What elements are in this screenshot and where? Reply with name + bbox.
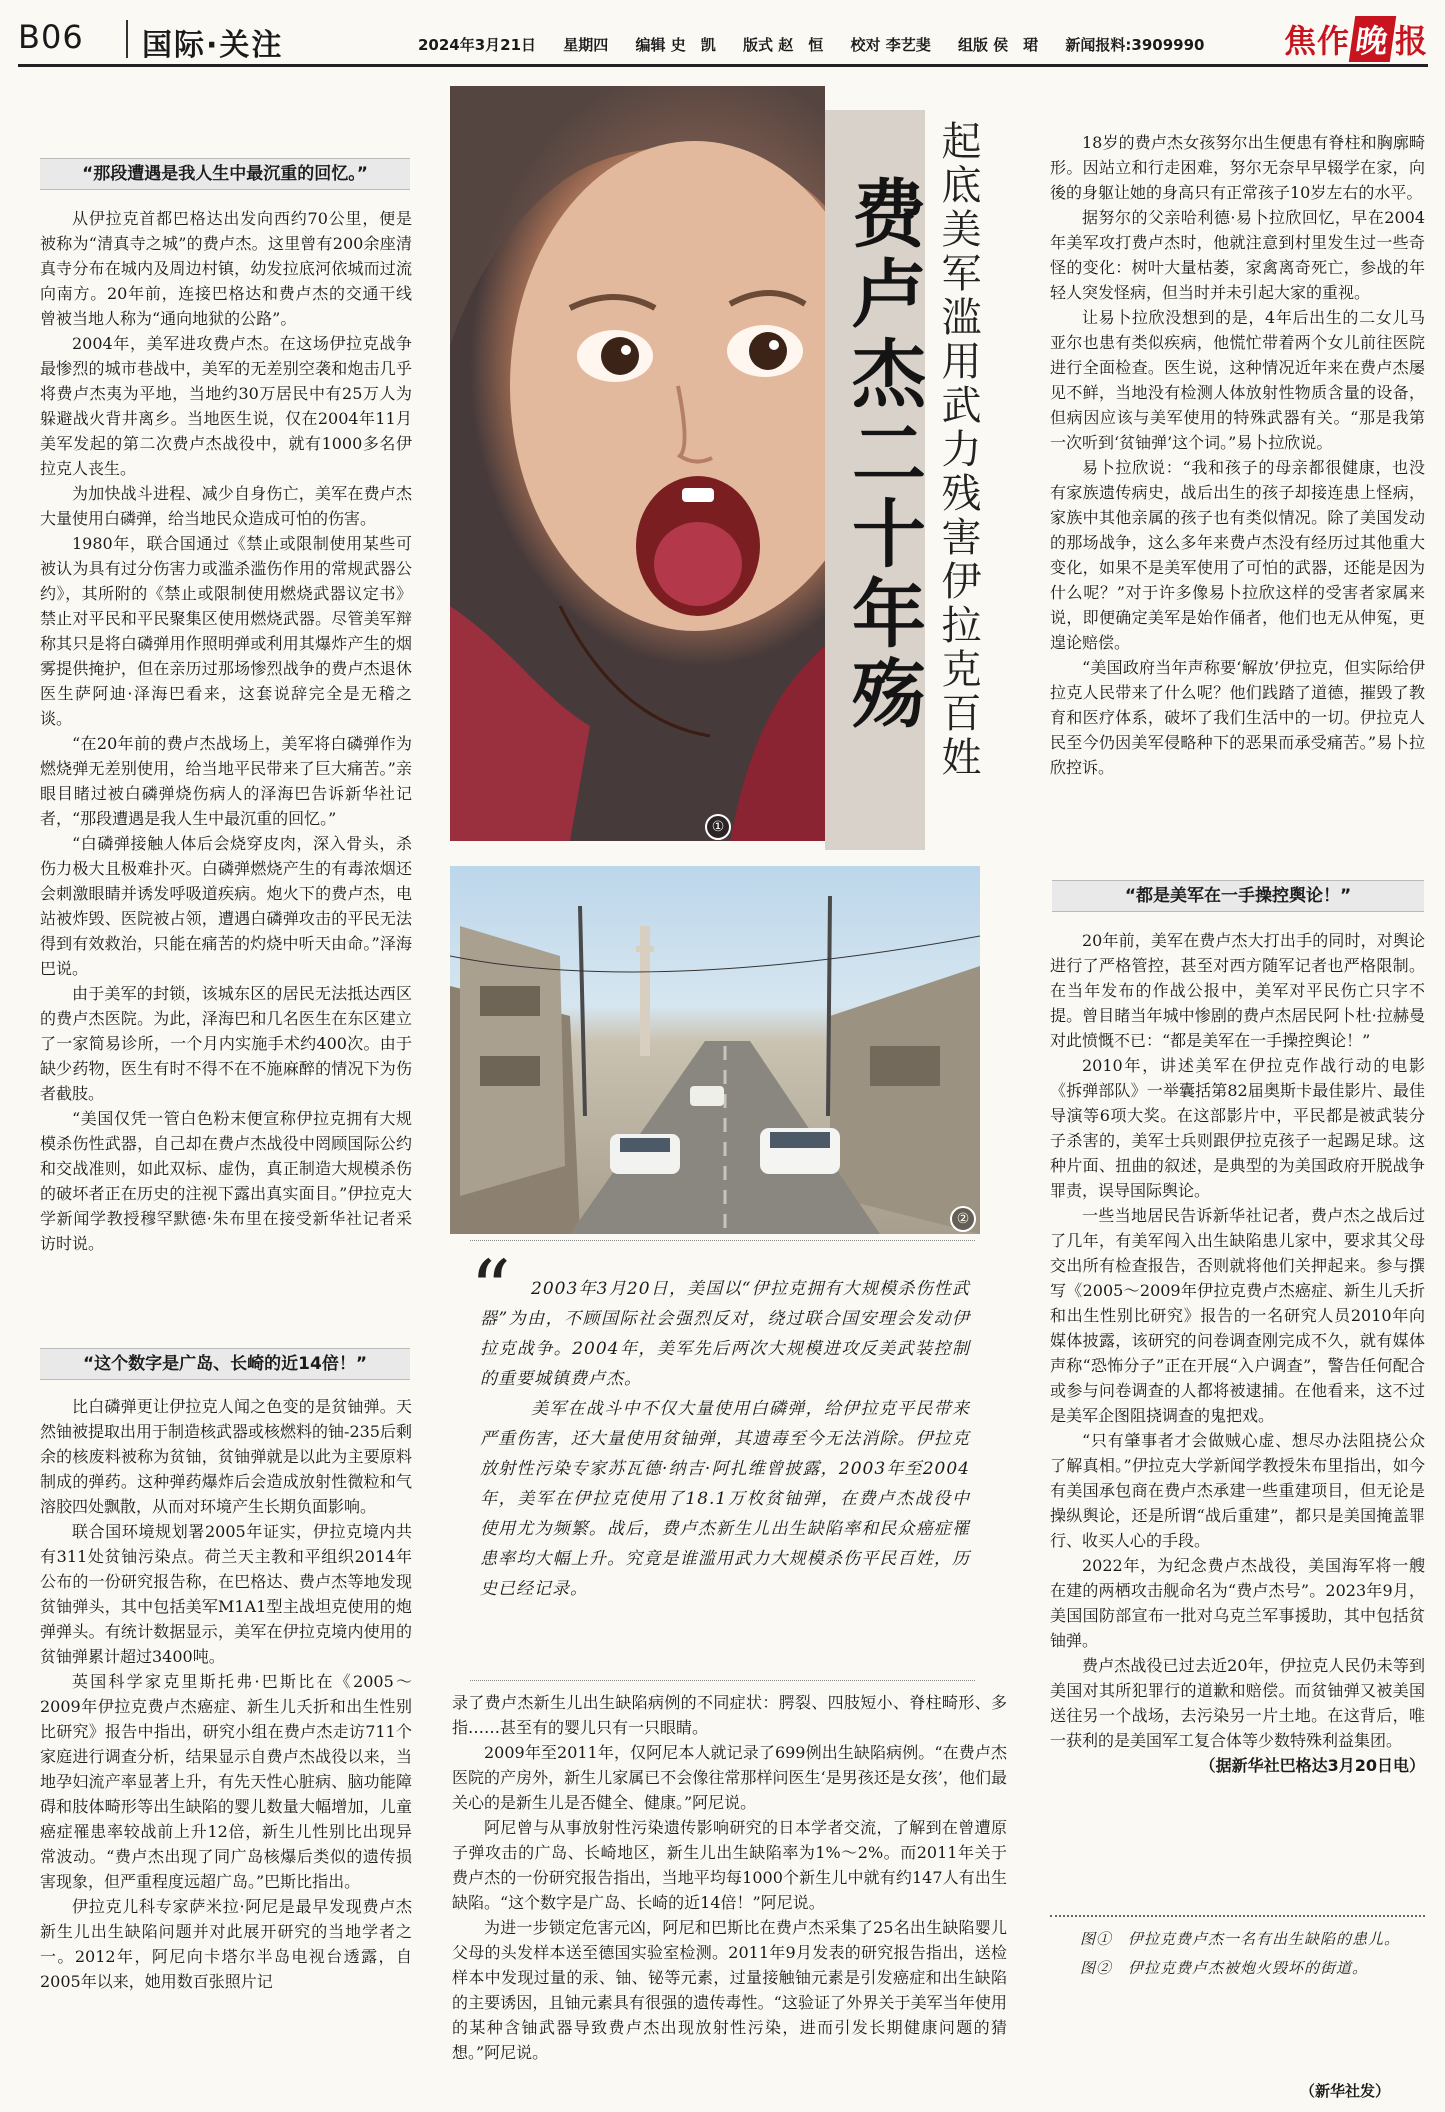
compose-credit: 组版 侯 珺 <box>957 36 1039 54</box>
quote-rule-bottom <box>470 1680 975 1681</box>
paragraph: 比白磷弹更让伊拉克人闻之色变的是贫铀弹。天然铀被提取出用于制造核武器或核燃料的铀-235后剩余的核废料被称为贫铀，贫铀弹就是以此为主要原料制成的弹药。这种弹药爆炸后会造成放射性微粒和气溶胶四处飘散，从而对环境产生长期负面影响。 <box>40 1397 412 1516</box>
quote-mark-icon: “ <box>470 1243 511 1336</box>
main-headline: 费卢杰二十年殇 <box>840 175 926 735</box>
right-column-section-1 <box>1050 130 1425 780</box>
sub-headline: 起底美军滥用武力残害伊拉克百姓 <box>935 120 981 780</box>
caption: 图① 伊拉克费卢杰一名有出生缺陷的患儿。 <box>1080 1930 1401 1948</box>
paragraph: 2004年，美军进攻费卢杰。在这场伊拉克战争最惨烈的城市巷战中，美军的无差别空袭和炮击几乎将费卢杰夷为平地，当地约30万居民中有25万人为躲避战火背井离乡。当地医生说，仅在2004年11月美军发起的第二次费卢杰战役中，就有1000多名伊拉克人丧生。 <box>40 334 412 478</box>
photo-number: ② <box>950 1206 976 1232</box>
subheading-1: “那段遭遇是我人生中最沉重的回忆。” <box>40 158 410 190</box>
caption: 图② 伊拉克费卢杰被炮火毁坏的街道。 <box>1080 1959 1369 1977</box>
photo-street-illustration <box>450 866 980 1234</box>
editor-note-box <box>470 1243 975 1678</box>
subheading-3: “都是美军在一手操控舆论！” <box>1052 880 1424 912</box>
photo-street <box>450 866 980 1234</box>
paragraph: 1980年，联合国通过《禁止或限制使用某些可被认为具有过分伤害力或滥杀滥伤作用的常规武器公约》，其所附的《禁止或限制使用燃烧武器议定书》禁止对平民和平民聚集区使用燃烧武器。尽管美军辩称其只是将白磷弹用作照明弹或利用其爆炸产生的烟雾提供掩护，但在亲历过那场惨烈战争的费卢杰退休医生萨阿迪·泽海巴看来，这套说辞完全是无稽之谈。 <box>40 534 412 728</box>
photo-captions <box>1050 1925 1425 1983</box>
dateline-signature: （据新华社巴格达3月20日电） <box>1199 1756 1425 1775</box>
newspaper-logo <box>1284 16 1428 62</box>
caption-divider <box>1050 1915 1425 1917</box>
paragraph: 据努尔的父亲哈利德·易卜拉欣回忆，早在2004年美军攻打费卢杰时，他就注意到村里发生过一些奇怪的变化：树叶大量枯萎，家禽离奇死亡，参战的年轻人突发怪病，但当时并未引起大家的重视。 <box>1050 208 1425 302</box>
paragraph: “在20年前的费卢杰战场上，美军将白磷弹作为燃烧弹无差别使用，给当地平民带来了巨大痛苦。”亲眼目睹过被白磷弹烧伤病人的泽海巴告诉新华社记者，“那段遭遇是我人生中最沉重的回忆。” <box>40 734 412 828</box>
paragraph: 一些当地居民告诉新华社记者，费卢杰之战后过了几年，有美军闯入出生缺陷患儿家中，要求其父母交出所有检查报告，否则就将他们关押起来。参与撰写《2005～2009年伊拉克费卢杰癌症、新生儿夭折和出生性别比研究》报告的一名研究人员2010年向媒体披露，该研究的问卷调查刚完成不久，就有媒体声称“恐怖分子”正在开展“入户调查”，警告任何配合或参与问卷调查的人都将被逮捕。在他看来，这不过是美军企图阻挠调查的鬼把戏。 <box>1050 1206 1425 1425</box>
paragraph: “白磷弹接触人体后会烧穿皮肉，深入骨头，杀伤力极大且极难扑灭。白磷弹燃烧产生的有毒浓烟还会刺激眼睛并诱发呼吸道疾病。炮火下的费卢杰，电站被炸毁、医院被占领，遭遇白磷弹攻击的平民无法得到有效救治，只能在痛苦的灼烧中听天由命。”泽海巴说。 <box>40 834 412 978</box>
news-hotline: 新闻报料:3909990 <box>1065 36 1205 54</box>
paragraph: 阿尼曾与从事放射性污染遗传影响研究的日本学者交流，了解到在曾遭原子弹攻击的广岛、长崎地区，新生儿出生缺陷率为1%～2%。而2011年关于费卢杰的一份研究报告指出，当地平均每1000个新生儿中就有约147人有出生缺陷。“这个数字是广岛、长崎的近14倍！”阿尼说。 <box>452 1818 1007 1912</box>
paragraph: 由于美军的封锁，该城东区的居民无法抵达西区的费卢杰医院。为此，泽海巴和几名医生在东区建立了一家简易诊所，一个月内实施手术约400次。由于缺少药物，医生有时不得不在不施麻醉的情况下为伤者截肢。 <box>40 984 412 1103</box>
paragraph: 2010年，讲述美军在伊拉克作战行动的电影《拆弹部队》一举囊括第82届奥斯卡最佳影片、最佳导演等6项大奖。在这部影片中，平民都是被武装分子杀害的，美军士兵则跟伊拉克孩子一起踢足球。这种片面、扭曲的叙述，是典型的为美国政府开脱战争罪责，误导国际舆论。 <box>1050 1056 1425 1200</box>
paragraph: 易卜拉欣说：“我和孩子的母亲都很健康，也没有家族遗传病史，战后出生的孩子却接连患上怪病，家族中其他亲属的孩子也有类似情况。除了美国发动的那场战争，这么多年来费卢杰没有经历过其他重大变化，如果不是美军使用了可怕的武器，还能是因为什么呢？”对于许多像易卜拉欣这样的受害者家属来说，即便确定美军是始作俑者，他们也无从伸冤，更遑论赔偿。 <box>1050 458 1425 652</box>
paragraph: 为进一步锁定危害元凶，阿尼和巴斯比在费卢杰采集了25名出生缺陷婴儿父母的头发样本送至德国实验室检测。2011年9月发表的研究报告指出，送检样本中发现过量的汞、铀、铋等元素，过量接触铀元素是引发癌症和出生缺陷的主要诱因，且铀元素具有很强的遗传毒性。“这验证了外界关于美军当年使用的某种含铀武器导致费卢杰出现放射性污染，进而引发长期健康问题的猜想。”阿尼说。 <box>452 1918 1007 2062</box>
photo-child-illustration <box>450 86 825 841</box>
photo-number: ① <box>705 814 731 840</box>
logo-text-post: 报 <box>1394 22 1428 60</box>
paragraph: 从伊拉克首都巴格达出发向西约70公里，便是被称为“清真寺之城”的费卢杰。这里曾有200余座清真寺分布在城内及周边村镇，幼发拉底河依城而过流向南方。20年前，连接巴格达和费卢杰的交通干线曾被当地人称为“通向地狱的公路”。 <box>40 209 412 328</box>
proof-credit: 校对 李艺斐 <box>850 36 931 54</box>
section-name: 国际·关注 <box>142 28 284 63</box>
paragraph: 伊拉克儿科专家萨米拉·阿尼是最早发现费卢杰新生儿出生缺陷问题并对此展开研究的当地学者之一。2012年，阿尼向卡塔尔半岛电视台透露，自2005年以来，她用数百张照片记 <box>40 1897 412 1991</box>
paragraph: 美军在战斗中不仅大量使用白磷弹，给伊拉克平民带来严重伤害，还大量使用贫铀弹，其遗毒至今无法消除。伊拉克放射性污染专家苏瓦德·纳吉·阿扎维曾披露，2003年至2004年，美军在伊拉克使用了18.1万枚贫铀弹，在费卢杰战役中使用尤为频繁。战后，费卢杰新生儿出生缺陷率和民众癌症罹患率均大幅上升。究竟是谁滥用武力大规模杀伤平民百姓，历史已经记录。 <box>480 1399 970 1599</box>
logo-text-pre: 焦作 <box>1283 22 1350 60</box>
paragraph: “只有肇事者才会做贼心虚、想尽办法阻挠公众了解真相。”伊拉克大学新闻学教授朱布里指出，如今有美国承包商在费卢杰承建一些重建项目，但无论是操纵舆论，还是所谓“战后重建”，都只是美国掩盖罪行、收买人心的手段。 <box>1050 1431 1425 1550</box>
masthead <box>18 14 1428 67</box>
middle-column <box>452 1690 1007 2065</box>
paragraph: 20年前，美军在费卢杰大打出手的同时，对舆论进行了严格管控，甚至对西方随军记者也严格限制。在当年发布的作战公报中，美军对平民伤亡只字不提。曾目睹当年城中惨剧的费卢杰居民阿卜杜·拉赫曼对此愤慨不已：“都是美军在一手操控舆论！” <box>1050 931 1425 1050</box>
paragraph: 录了费卢杰新生儿出生缺陷病例的不同症状：腭裂、四肢短小、脊柱畸形、多指……甚至有的婴儿只有一只眼睛。 <box>452 1693 1007 1737</box>
paragraph: 2003年3月20日，美国以“伊拉克拥有大规模杀伤性武器”为由，不顾国际社会强烈反对，绕过联合国安理会发动伊拉克战争。2004年，美军先后两次大规模进攻反美武装控制的重要城镇费卢杰。 <box>480 1279 970 1389</box>
photo-child <box>450 86 825 841</box>
left-column-section-1 <box>40 206 412 1256</box>
paragraph: 2022年，为纪念费卢杰战役，美国海军将一艘在建的两栖攻击舰命名为“费卢杰号”。2023年9月，美国国防部宣布一批对乌克兰军事援助，其中包括贫铀弹。 <box>1050 1556 1425 1650</box>
photo-credit: （新华社发） <box>1300 2082 1391 2100</box>
subheading-2: “这个数字是广岛、长崎的近14倍！” <box>40 1348 410 1380</box>
paragraph: “美国仅凭一管白色粉末便宣称伊拉克拥有大规模杀伤性武器，自己却在费卢杰战役中罔顾国际公约和交战准则，如此双标、虚伪，真正制造大规模杀伤的破坏者正在历史的注视下露出真实面目。”伊拉克大学新闻学教授穆罕默德·朱布里在接受新华社记者采访时说。 <box>40 1109 412 1253</box>
paragraph: 联合国环境规划署2005年证实，伊拉克境内共有311处贫铀污染点。荷兰天主教和平组织2014年公布的一份研究报告称，在巴格达、费卢杰等地发现贫铀弹头，其中包括美军M1A1型主战坦克使用的炮弹弹头。有统计数据显示，美军在伊拉克境内使用的贫铀弹累计超过3400吨。 <box>40 1522 412 1666</box>
paragraph: 让易卜拉欣没想到的是，4年后出生的二女儿马亚尔也患有类似疾病，他慌忙带着两个女儿前往医院进行全面检查。医生说，这种情况近年来在费卢杰屡见不鲜，当地没有检测人体放射性物质含量的设备，但病因应该与美军使用的特殊武器有关。“那是我第一次听到‘贫铀弹’这个词。”易卜拉欣说。 <box>1050 308 1425 452</box>
paragraph: 英国科学家克里斯托弗·巴斯比在《2005～2009年伊拉克费卢杰癌症、新生儿夭折和出生性别比研究》报告中指出，研究小组在费卢杰走访711个家庭进行调查分析，结果显示自费卢杰战役以来，当地孕妇流产率显著上升，有先天性心脏病、脑功能障碍和肢体畸形等出生缺陷的婴儿数量大幅增加，儿童癌症罹患率较战前上升12倍，新生儿性别比出现异常波动。“费卢杰出现了同广岛核爆后类似的遗传损害现象，但严重程度远超广岛。”巴斯比指出。 <box>40 1672 412 1891</box>
editor-note-text <box>480 1274 970 1604</box>
editor-credit: 编辑 史 凯 <box>635 36 716 54</box>
paragraph: “美国政府当年声称要‘解放’伊拉克，但实际给伊拉克人民带来了什么呢？他们践踏了道德，摧毁了教育和医疗体系，破坏了我们生活中的一切。伊拉克人民至今仍因美军侵略种下的恶果而承受痛苦。”易卜拉欣控诉。 <box>1050 658 1425 777</box>
masthead-divider <box>126 20 128 58</box>
paragraph: 为加快战斗进程、减少自身伤亡，美军在费卢杰大量使用白磷弹，给当地民众造成可怕的伤害。 <box>40 484 412 528</box>
quote-rule-top <box>470 1240 975 1241</box>
page-code: B06 <box>18 18 84 56</box>
paragraph: 2009年至2011年，仅阿尼本人就记录了699例出生缺陷病例。“在费卢杰医院的产房外，新生儿家属已不会像往常那样问医生‘是男孩还是女孩’，他们最关心的是新生儿是否健全、健康。”阿尼说。 <box>452 1743 1007 1812</box>
logo-text-highlight: 晚 <box>1349 16 1396 62</box>
right-column-section-2 <box>1050 928 1425 1778</box>
paragraph: 费卢杰战役已过去近20年，伊拉克人民仍未等到美国对其所犯罪行的道歉和赔偿。而贫铀弹又被美国送往另一个战场，去污染另一片土地。在这背后，唯一获利的是美国军工复合体等少数特殊利益集团。 <box>1050 1656 1425 1750</box>
issue-date: 2024年3月21日 <box>418 36 537 54</box>
issue-weekday: 星期四 <box>563 36 609 54</box>
paragraph: 18岁的费卢杰女孩努尔出生便患有脊柱和胸廓畸形。因站立和行走困难，努尔无奈早早辍学在家，向後的身躯让她的身高只有正常孩子10岁左右的水平。 <box>1050 133 1425 202</box>
left-column-section-2 <box>40 1394 412 1994</box>
masthead-meta <box>418 34 1226 55</box>
layout-credit: 版式 赵 恒 <box>743 36 824 54</box>
